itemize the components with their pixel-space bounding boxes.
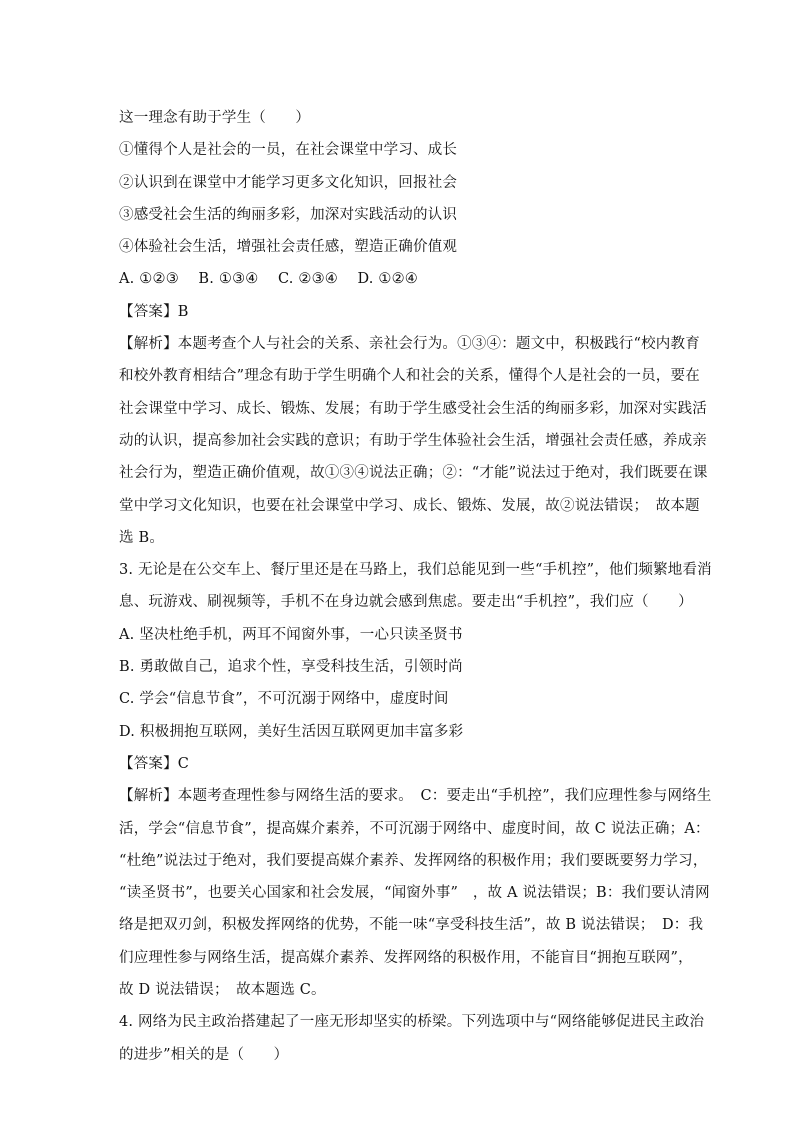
analysis-line: “读圣贤书”，也要关心国家和社会发展，“闻窗外事” ，故 A 说法错误；B：我们要认清网 xyxy=(119,885,710,902)
analysis-line: 活，学会“信息节食”，提高媒介素养，不可沉溺于网络中、虚度时间，故 C 说法正确；A： xyxy=(119,820,710,837)
analysis-line: 【解析】本题考查理性参与网络生活的要求。 C：要走出“手机控”，我们应理性参与网络生 xyxy=(119,788,712,805)
question-stem-continuation: 这一理念有助于学生（ ） xyxy=(119,110,311,126)
analysis-line: 堂中学习文化知识，也要在社会课堂中学习、成长、锻炼、发展，故②说法错误； 故本题 xyxy=(119,497,700,514)
statement-4: ④体验社会生活，增强社会责任感，塑造正确价值观 xyxy=(119,239,458,256)
answer-label: 【答案】C xyxy=(119,755,190,772)
question-4-stem: 4. 网络为民主政治搭建起了一座无形却坚实的桥梁。下列选项中与“网络能够促进民主政治 xyxy=(119,1014,705,1031)
statement-2: ②认识到在课堂中才能学习更多文化知识，回报社会 xyxy=(119,174,458,191)
statement-3: ③感受社会生活的绚丽多彩，加深对实践活动的认识 xyxy=(119,206,458,223)
analysis-line: 【解析】本题考查个人与社会的关系、亲社会行为。①③④：题文中，积极践行“校内教育 xyxy=(119,336,700,353)
analysis-line: 和校外教育相结合”理念有助于学生明确个人和社会的关系，懂得个人是社会的一员，要在 xyxy=(119,368,700,385)
analysis-line: 社会课堂中学习、成长、锻炼、发展；有助于学生感受社会生活的绚丽多彩，加深对实践活 xyxy=(119,400,707,417)
option-b: B. 勇敢做自己，追求个性，享受科技生活，引领时尚 xyxy=(119,659,463,676)
answer-label: 【答案】B xyxy=(119,303,189,320)
analysis-line: 社会行为，塑造正确价值观，故①③④说法正确；②：“才能”说法过于绝对，我们既要在课 xyxy=(119,465,708,482)
analysis-line: 选 B。 xyxy=(119,529,165,546)
analysis-line: 故 D 说法错误； 故本题选 C。 xyxy=(119,982,326,999)
question-3-stem: 3. 无论是在公交车上、餐厅里还是在马路上，我们总能见到一些“手机控”，他们频繁地看消 xyxy=(119,562,712,579)
document-body xyxy=(119,102,712,1071)
analysis-line: 动的认识，提高参加社会实践的意识；有助于学生体验社会生活，增强社会责任感，养成亲 xyxy=(119,432,707,449)
option-a: A. 坚决杜绝手机，两耳不闻窗外事，一心只读圣贤书 xyxy=(119,626,463,643)
analysis-line: 们应理性参与网络生活，提高媒介素养、发挥网络的积极作用，不能盲目“拥抱互联网”， xyxy=(119,949,693,966)
option-d: D. 积极拥抱互联网，美好生活因互联网更加丰富多彩 xyxy=(119,723,464,740)
analysis-line: 络是把双刃剑，积极发挥网络的优势，不能一味“享受科技生活”，故 B 说法错误； D：我 xyxy=(119,917,704,934)
question-3-stem: 息、玩游戏、刷视频等，手机不在身边就会感到焦虑。要走出“手机控”，我们应（ ） xyxy=(119,594,693,611)
question-4-stem: 的进步”相关的是（ ） xyxy=(119,1046,289,1063)
option-c: C. 学会“信息节食”，不可沉溺于网络中，虚度时间 xyxy=(119,691,449,708)
statement-1: ①懂得个人是社会的一员，在社会课堂中学习、成长 xyxy=(119,142,458,159)
analysis-line: “杜绝”说法过于绝对，我们要提高媒介素养、发挥网络的积极作用；我们要既要努力学习， xyxy=(119,852,708,869)
answer-options: A. ①②③ B. ①③④ C. ②③④ D. ①②④ xyxy=(119,271,419,288)
